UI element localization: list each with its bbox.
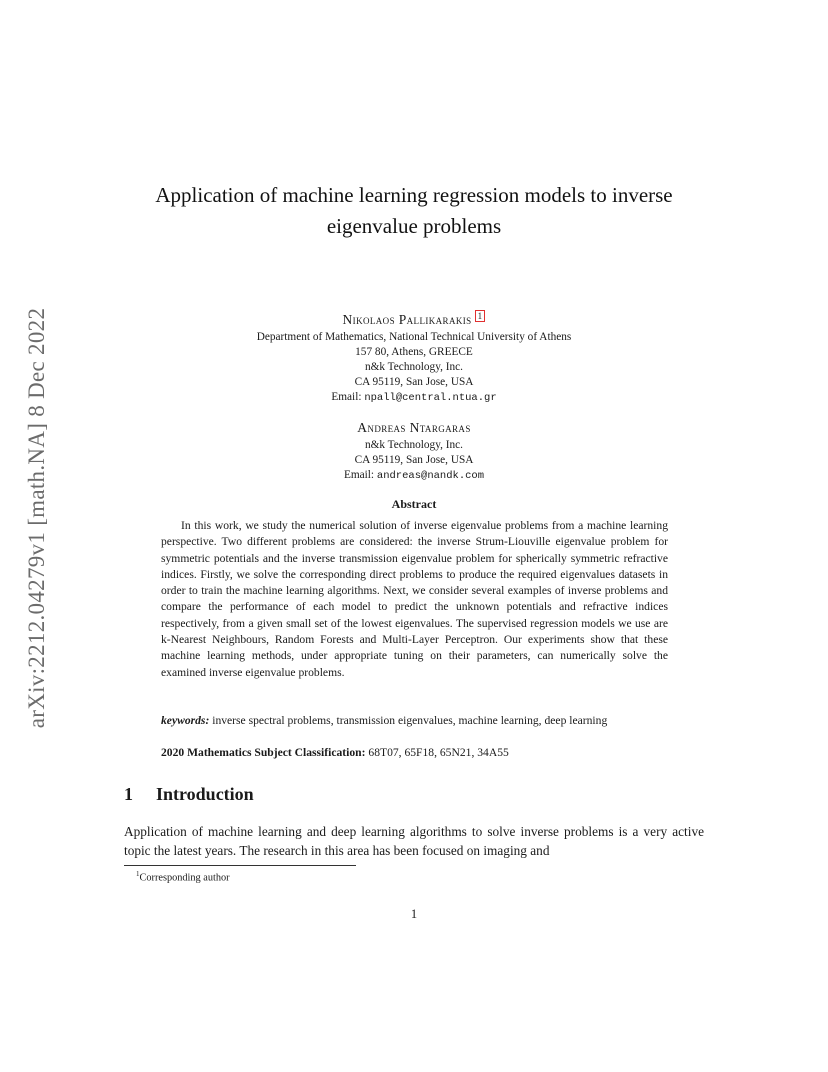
author-2-affiliation-2: CA 95119, San Jose, USA <box>354 454 474 466</box>
author-1-email[interactable]: npall@central.ntua.gr <box>364 392 497 404</box>
author-1-affiliation-3: n&k Technology, Inc. <box>364 361 464 373</box>
msc-text: 68T07, 65F18, 65N21, 34A55 <box>368 746 509 759</box>
author-2-email[interactable]: andreas@nandk.com <box>376 470 485 482</box>
page-number: 1 <box>410 907 418 921</box>
footnote-divider <box>124 865 356 866</box>
author-1-email-label: Email: <box>331 391 362 403</box>
keywords-label: keywords: <box>161 714 210 727</box>
section-title: Introduction <box>156 784 254 804</box>
author-2-affiliation-1: n&k Technology, Inc. <box>364 439 464 451</box>
abstract-text: In this work, we study the numerical solution of inverse eigenvalue problems from a machine learning perspective. Two different problems are considered: the inverse Strum-Liouville eigenvalue problem for symmetric potentials and the inverse transmission eigenvalue problem for spherically symmetric refractive indices. Firstly, we solve the corresponding direct problems to produce the required eigenvalues datasets in order to train the machine learning algorithms. Next, we consider several examples of inverse problems and compare the performance of each model to predict the unknown potentials and refractive indices respectively, from a given small set of the lowest eigenvalues. The supervised regression models we use are k-Nearest Neighbours, Random Forests and Multi-Layer Perceptron. Our experiments show that these machine learning methods, under appropriate tuning on their parameters, can numerically solve the examined inverse eigenvalue problems. <box>161 519 668 679</box>
intro-paragraph: Application of machine learning and deep learning algorithms to solve inverse problems is a very active topic the latest years. The research in this area has been focused on imaging and <box>124 824 704 858</box>
footnote-mark: 1 <box>136 870 140 878</box>
title-line-2: eigenvalue problems <box>326 214 502 238</box>
author-1-email-line <box>124 390 704 406</box>
footnote-link[interactable]: 1 <box>475 310 486 322</box>
author-1-affiliation-4: CA 95119, San Jose, USA <box>354 376 474 388</box>
author-2-email-label: Email: <box>343 469 375 481</box>
arxiv-stamp <box>22 268 52 768</box>
keywords-text: inverse spectral problems, transmission eigenvalues, machine learning, deep learning <box>212 714 608 727</box>
author-1-affiliation-1: Department of Mathematics, National Technical University of Athens <box>256 331 572 343</box>
arxiv-stamp-text: arXiv:2212.04279v1 [math.NA] 8 Dec 2022 <box>24 307 49 729</box>
abstract-heading: Abstract <box>391 497 437 511</box>
msc-label: 2020 Mathematics Subject Classification: <box>161 746 366 759</box>
keywords-line <box>161 713 668 729</box>
author-1-name <box>124 310 704 330</box>
paper-title <box>124 180 704 242</box>
footnote-text: Corresponding author <box>139 872 230 884</box>
author-1-affiliation-2: 157 80, Athens, GREECE <box>355 346 473 358</box>
section-heading <box>124 784 704 805</box>
author-2-email-line <box>124 468 704 484</box>
author-block <box>124 310 704 484</box>
footnote <box>136 868 696 884</box>
author-1-name-text: Nikolaos Pallikarakis <box>342 312 472 327</box>
title-line-1: Application of machine learning regression models to inverse <box>155 183 673 207</box>
msc-line <box>161 745 668 761</box>
author-2-name: Andreas Ntargaras <box>357 420 471 435</box>
section-number: 1 <box>124 784 133 804</box>
